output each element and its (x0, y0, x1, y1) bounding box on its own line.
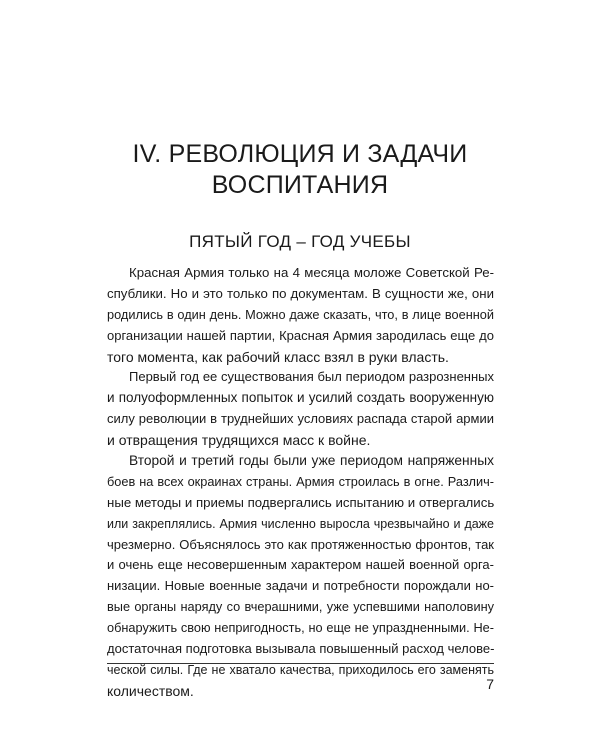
text-line: Второй и третий годы были уже периодом напряженных (129, 453, 494, 469)
text-line: спублики. Но и это только по документам. В сущности же, они (107, 285, 494, 301)
text-line: вые органы наряду со вчерашними, уже успевшими наполовину (107, 599, 494, 615)
text-line: организации нашей партии, Красная Армия зародилась еще до (107, 327, 494, 343)
text-line: или закреплялись. Армия численно выросла чрезвычайно и даже (107, 516, 494, 531)
text-line: ные методы и приемы подвергались испытанию и отвергались (107, 494, 495, 510)
chapter-title-line-2: ВОСПИТАНИЯ (211, 171, 389, 199)
body-text (107, 263, 494, 702)
text-line: количеством. (107, 682, 194, 699)
section-title: ПЯТЫЙ ГОД – ГОД УЧЕБЫ (189, 232, 411, 251)
text-line: и полуоформленных попыток и усилий создать вооруженную (107, 390, 494, 406)
text-line: родились в один день. Можно даже сказать, что, в лице военной (107, 306, 494, 322)
text-line: достаточная подготовка вызывала повышенный расход челове- (107, 641, 495, 657)
text-line: обнаружить свою непригодность, но еще не упраздненными. Не- (107, 620, 494, 636)
text-line: и очень еще несовершенным характером нашей военной орга- (107, 557, 494, 573)
text-line: чрезмерно. Объяснялось это как протяженностью фронтов, так (107, 536, 494, 552)
text-line: ческой силы. Где не хватало качества, приходилось его заменять (107, 662, 494, 677)
text-line: низации. Новые военные задачи и потребности порождали но- (107, 578, 494, 594)
text-line: того момента, как рабочий класс взял в руки власть. (107, 348, 449, 365)
text-line: силу революции в труднейших условиях распада старой армии (107, 411, 494, 427)
page-number: 7 (486, 676, 494, 692)
text-line: Красная Армия только на 4 месяца моложе Советской Ре- (129, 265, 494, 280)
text-line: боев на всех окраинах страны. Армия строилась в огне. Различ- (107, 473, 494, 489)
footer-rule (107, 663, 494, 664)
chapter-title (100, 139, 500, 201)
text-line: Первый год ее существования был периодом разрозненных (129, 369, 494, 385)
text-line: и отвращения трудящихся масс к войне. (107, 432, 371, 449)
chapter-title-line-1: IV. РЕВОЛЮЦИЯ И ЗАДАЧИ (132, 140, 468, 168)
